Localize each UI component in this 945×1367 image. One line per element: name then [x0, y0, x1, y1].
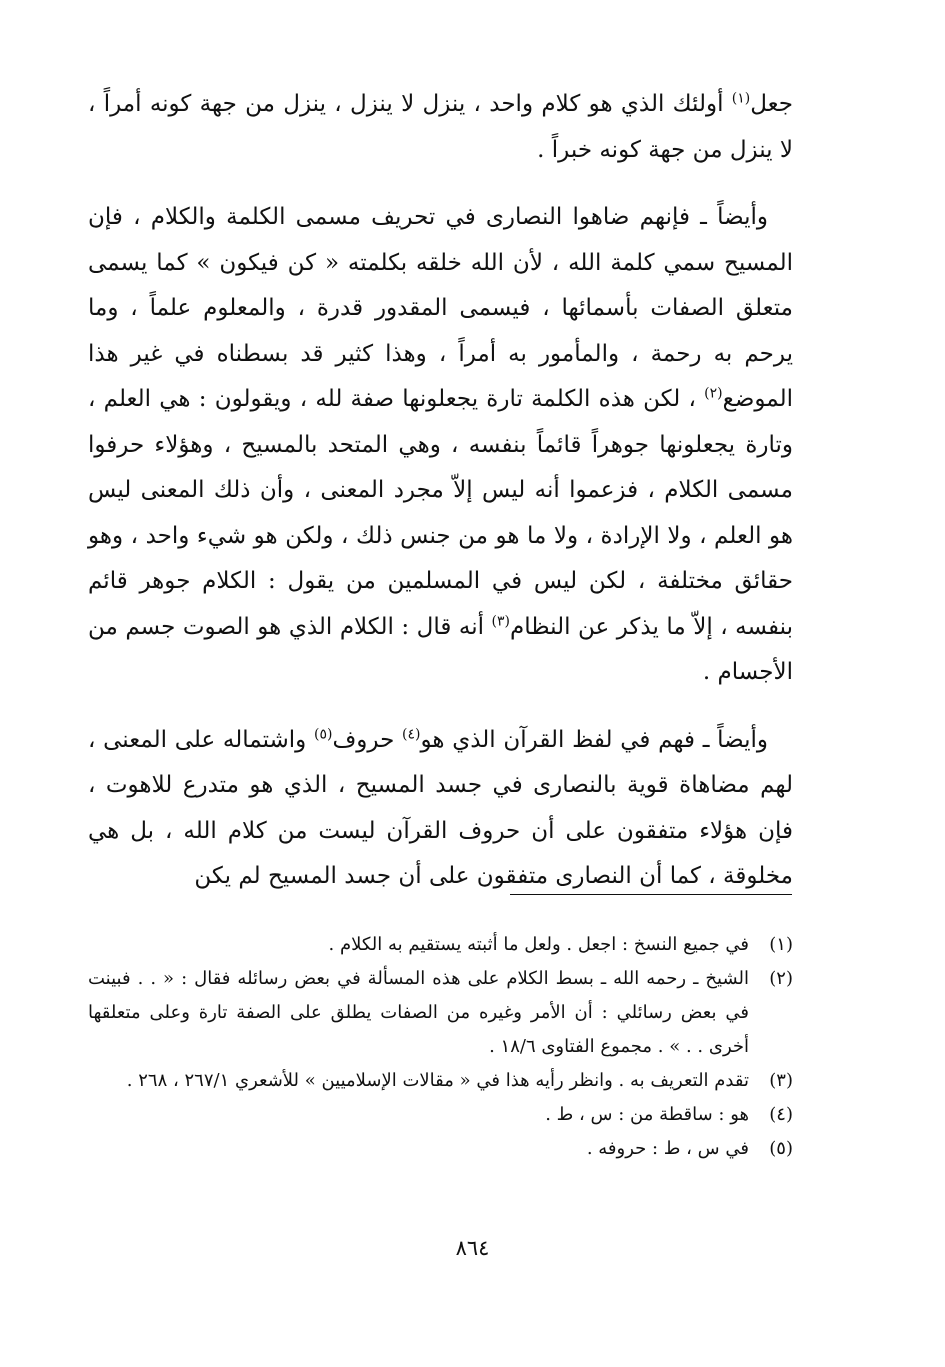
footnote-number: (١) — [769, 934, 793, 955]
footnotes — [88, 928, 793, 1166]
footnote-number: (٣) — [769, 1070, 793, 1091]
text-segment: أولئك الذي هو كلام واحد ، ينزل لا ينزل ، ينزل من جهة كونه أمراً ، لا ينزل من جهة كونه خبراً . — [88, 91, 793, 163]
footnote-number: (٤) — [769, 1104, 793, 1125]
page-number: ٨٦٤ — [455, 1236, 490, 1260]
footnote-2 — [88, 962, 793, 1064]
paragraph-2 — [88, 195, 793, 696]
footnote-ref-4[interactable]: (٤) — [402, 725, 421, 742]
text-segment: ، لكن هذه الكلمة تارة يجعلونها صفة لله ، ويقولون : هي العلم ، وتارة يجعلونها جوهراً قائماً بنفسه ، وهي المتحد بالمسيح ، وهؤلاء حرفوا مسمى الكلام ، فزعموا أنه ليس إلاّ مجرد المعنى ، وأن ذلك المعنى ليس هو العلم ، ولا الإرادة ، ولا ما هو من جنس ذلك ، ولكن هو شيء واحد ، وهو حقائق مختلفة ، لكن ليس في المسلمين من يقول : الكلام جوهر قائم بنفسه ، إلاّ ما يذكر عن النظام — [88, 386, 794, 640]
footnote-ref-2[interactable]: (٢) — [704, 385, 723, 402]
footnote-text: تقدم التعريف به . وانظر رأيه هذا في « مقالات الإسلاميين » للأشعري ٢٦٧/١ ، ٢٦٨ . — [126, 1070, 749, 1091]
footnote-5 — [88, 1132, 793, 1166]
footnote-text: في جميع النسخ : اجعل . ولعل ما أثبته يستقيم به الكلام . — [328, 934, 749, 955]
footnote-number: (٢) — [769, 968, 793, 989]
footnote-text: في س ، ط : حروفه . — [586, 1138, 749, 1159]
footnote-number: (٥) — [769, 1138, 793, 1159]
footnote-ref-5[interactable]: (٥) — [313, 725, 333, 742]
text-segment: واشتماله على المعنى ، لهم مضاهاة قوية بالنصارى في جسد المسيح ، الذي هو متدرع للاهوت ، فإن هؤلاء متفقون على أن حروف القرآن ليست من كلام الله ، بل هي مخلوقة ، كما أن النصارى متفقون على أن جسد المسيح لم يكن — [88, 726, 793, 889]
footnote-text: الشيخ ـ رحمه الله ـ بسط الكلام على هذه المسألة في بعض رسائله فقال : « . . فبينت في بعض رسائلي : أن الأمر وغيره من الصفات يطلق على الصفة تارة وعلى متعلقها أخرى . . » . مجموع الفتاوى ١٨/٦ . — [88, 968, 749, 1057]
footnote-1 — [88, 928, 793, 962]
paragraph-3 — [88, 718, 793, 900]
text-segment: أنه قال : الكلام الذي هو الصوت جسم من الأجسام . — [88, 613, 793, 685]
footnote-divider — [510, 894, 792, 895]
footnote-text: هو : ساقطة من : س ، ط . — [545, 1104, 749, 1125]
text-segment: وأيضاً ـ فهم في لفظ القرآن الذي هو — [420, 726, 768, 753]
footnote-4 — [88, 1098, 793, 1132]
text-segment: وأيضاً ـ فإنهم ضاهوا النصارى في تحريف مسمى الكلمة والكلام ، فإن المسيح سمي كلمة الله ، لأن الله خلقه بكلمته « كن فيكون » كما يسمى متعلق الصفات بأسمائها ، فيسمى المقدور قدرة ، والمعلوم علماً ، وما يرحم به رحمة ، والمأمور به أمراً ، وهذا كثير قد بسطناه في غير هذا الموضع — [88, 204, 793, 412]
main-text — [88, 82, 793, 922]
footnote-3 — [88, 1064, 793, 1098]
footnote-ref-3[interactable]: (٣) — [491, 612, 511, 629]
paragraph-1 — [88, 82, 793, 173]
footnote-ref-1[interactable]: (١) — [731, 90, 751, 107]
text-segment: جعل — [750, 91, 793, 117]
text-segment: حروف — [332, 726, 403, 753]
